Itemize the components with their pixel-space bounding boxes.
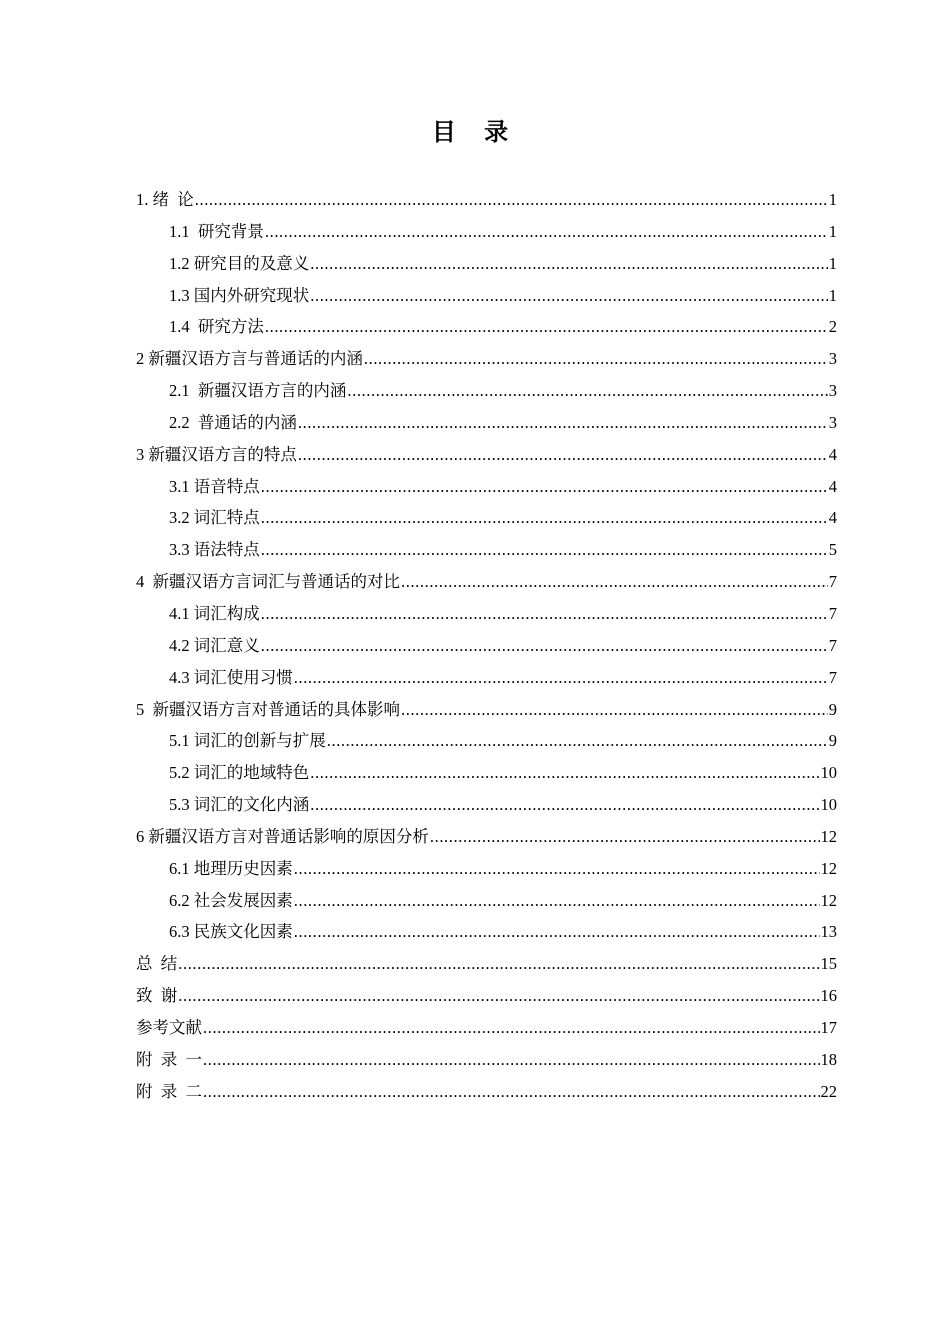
- toc-dot-leader: [298, 407, 828, 439]
- toc-entry[interactable]: [136, 789, 837, 821]
- toc-entry-label: 4.1 词汇构成: [169, 603, 260, 623]
- toc-entry[interactable]: [136, 694, 837, 726]
- toc-dot-leader: [261, 630, 828, 662]
- toc-dot-leader: [203, 1044, 820, 1076]
- toc-entry-page-number: 1: [828, 285, 837, 305]
- toc-entry-label: 4.3 词汇使用习惯: [169, 667, 293, 687]
- toc-entry-page-number: 4: [828, 444, 837, 464]
- toc-dot-leader: [401, 694, 828, 726]
- toc-entry-page-number: 5: [828, 540, 837, 560]
- toc-entry[interactable]: [136, 375, 837, 407]
- toc-dot-leader: [178, 948, 819, 980]
- toc-entry-label: 1.2 研究目的及意义: [169, 253, 310, 273]
- toc-entry-page-number: 2: [828, 317, 837, 337]
- toc-entry-page-number: 3: [828, 381, 837, 401]
- toc-entry[interactable]: [136, 1012, 837, 1044]
- toc-dot-leader: [310, 757, 819, 789]
- toc-entry-label: 6.2 社会发展因素: [169, 890, 293, 910]
- toc-entry[interactable]: [136, 184, 837, 216]
- toc-entry-page-number: 12: [820, 890, 837, 910]
- toc-entry-page-number: 1: [828, 221, 837, 241]
- toc-dot-leader: [310, 248, 828, 280]
- toc-dot-leader: [401, 566, 828, 598]
- toc-entry-label: 6.3 民族文化因素: [169, 922, 293, 942]
- toc-dot-leader: [347, 375, 827, 407]
- toc-entry[interactable]: [136, 916, 837, 948]
- toc-entry-label: 5.3 词汇的文化内涵: [169, 795, 310, 815]
- toc-dot-leader: [310, 789, 819, 821]
- toc-dot-leader: [265, 216, 828, 248]
- toc-entry-page-number: 7: [828, 572, 837, 592]
- toc-entry-label: 4.2 词汇意义: [169, 635, 260, 655]
- toc-entry-page-number: 7: [828, 635, 837, 655]
- toc-entry[interactable]: [136, 407, 837, 439]
- toc-entry[interactable]: [136, 598, 837, 630]
- table-of-contents: [136, 184, 837, 1107]
- toc-entry-page-number: 10: [820, 795, 837, 815]
- toc-entry[interactable]: [136, 885, 837, 917]
- toc-dot-leader: [364, 343, 828, 375]
- toc-dot-leader: [294, 853, 820, 885]
- toc-entry-label: 3 新疆汉语方言的特点: [136, 444, 297, 464]
- toc-entry[interactable]: [136, 248, 837, 280]
- toc-entry-page-number: 9: [828, 731, 837, 751]
- toc-entry-page-number: 9: [828, 699, 837, 719]
- toc-entry-page-number: 12: [820, 826, 837, 846]
- toc-entry[interactable]: [136, 662, 837, 694]
- toc-entry-page-number: 4: [828, 476, 837, 496]
- toc-entry-page-number: 4: [828, 508, 837, 528]
- toc-entry-page-number: 22: [820, 1081, 837, 1101]
- toc-dot-leader: [261, 502, 828, 534]
- toc-dot-leader: [203, 1076, 820, 1108]
- toc-entry-label: 3.2 词汇特点: [169, 508, 260, 528]
- toc-entry-label: 5.2 词汇的地域特色: [169, 763, 310, 783]
- toc-entry-label: 2 新疆汉语方言与普通话的内涵: [136, 349, 363, 369]
- toc-entry[interactable]: [136, 1076, 837, 1108]
- toc-dot-leader: [265, 311, 828, 343]
- toc-entry-label: 1.4 研究方法: [169, 317, 264, 337]
- toc-entry-page-number: 15: [820, 954, 837, 974]
- toc-dot-leader: [261, 598, 828, 630]
- toc-entry-label: 6 新疆汉语方言对普通话影响的原因分析: [136, 826, 429, 846]
- toc-entry-label: 6.1 地理历史因素: [169, 858, 293, 878]
- toc-dot-leader: [294, 885, 820, 917]
- toc-entry-label: 4 新疆汉语方言词汇与普通话的对比: [136, 572, 400, 592]
- toc-dot-leader: [298, 439, 828, 471]
- toc-entry[interactable]: [136, 980, 837, 1012]
- toc-entry-label: 5.1 词汇的创新与扩展: [169, 731, 326, 751]
- toc-entry-label: 1. 绪 论: [136, 190, 194, 209]
- toc-dot-leader: [195, 184, 828, 216]
- toc-entry-label: 参考文献: [136, 1017, 202, 1037]
- toc-dot-leader: [178, 980, 819, 1012]
- toc-dot-leader: [294, 916, 820, 948]
- toc-entry-label: 3.1 语音特点: [169, 476, 260, 496]
- toc-dot-leader: [310, 280, 828, 312]
- toc-entry-page-number: 17: [820, 1017, 837, 1037]
- toc-dot-leader: [430, 821, 820, 853]
- toc-entry[interactable]: [136, 502, 837, 534]
- toc-entry-page-number: 7: [828, 667, 837, 687]
- toc-entry-page-number: 1: [828, 190, 837, 209]
- page-title: 目 录: [431, 118, 519, 146]
- toc-entry-label: 5 新疆汉语方言对普通话的具体影响: [136, 699, 400, 719]
- toc-entry[interactable]: [136, 1044, 837, 1076]
- toc-entry[interactable]: [136, 725, 837, 757]
- toc-entry[interactable]: [136, 311, 837, 343]
- toc-entry-label: 3.3 语法特点: [169, 540, 260, 560]
- toc-entry-label: 致 谢: [136, 986, 178, 1006]
- toc-entry-page-number: 3: [828, 349, 837, 369]
- toc-entry-page-number: 18: [820, 1049, 837, 1069]
- toc-entry-page-number: 16: [820, 986, 837, 1006]
- toc-entry[interactable]: [136, 216, 837, 248]
- toc-entry-label: 1.3 国内外研究现状: [169, 285, 310, 305]
- toc-entry-label: 1.1 研究背景: [169, 221, 264, 241]
- toc-entry-page-number: 7: [828, 603, 837, 623]
- toc-dot-leader: [261, 534, 828, 566]
- toc-dot-leader: [203, 1012, 820, 1044]
- toc-dot-leader: [261, 471, 828, 503]
- toc-entry-label: 附 录 二: [136, 1081, 202, 1101]
- toc-entry[interactable]: [136, 630, 837, 662]
- toc-entry-label: 总 结: [136, 954, 178, 974]
- toc-entry[interactable]: [136, 757, 837, 789]
- toc-entry[interactable]: [136, 948, 837, 980]
- toc-entry-label: 附 录 一: [136, 1049, 202, 1069]
- toc-entry[interactable]: [136, 280, 837, 312]
- toc-dot-leader: [327, 725, 828, 757]
- toc-entry-page-number: 12: [820, 858, 837, 878]
- toc-entry[interactable]: [136, 439, 837, 471]
- toc-entry[interactable]: [136, 471, 837, 503]
- toc-entry-page-number: 1: [828, 253, 837, 273]
- toc-entry-label: 2.2 普通话的内涵: [169, 412, 297, 432]
- toc-entry[interactable]: [136, 566, 837, 598]
- toc-entry-label: 2.1 新疆汉语方言的内涵: [169, 381, 347, 401]
- toc-entry-page-number: 3: [828, 412, 837, 432]
- toc-entry[interactable]: [136, 821, 837, 853]
- toc-entry[interactable]: [136, 853, 837, 885]
- toc-entry[interactable]: [136, 534, 837, 566]
- toc-dot-leader: [294, 662, 828, 694]
- toc-entry[interactable]: [136, 343, 837, 375]
- toc-entry-page-number: 13: [820, 922, 837, 942]
- toc-entry-page-number: 10: [820, 763, 837, 783]
